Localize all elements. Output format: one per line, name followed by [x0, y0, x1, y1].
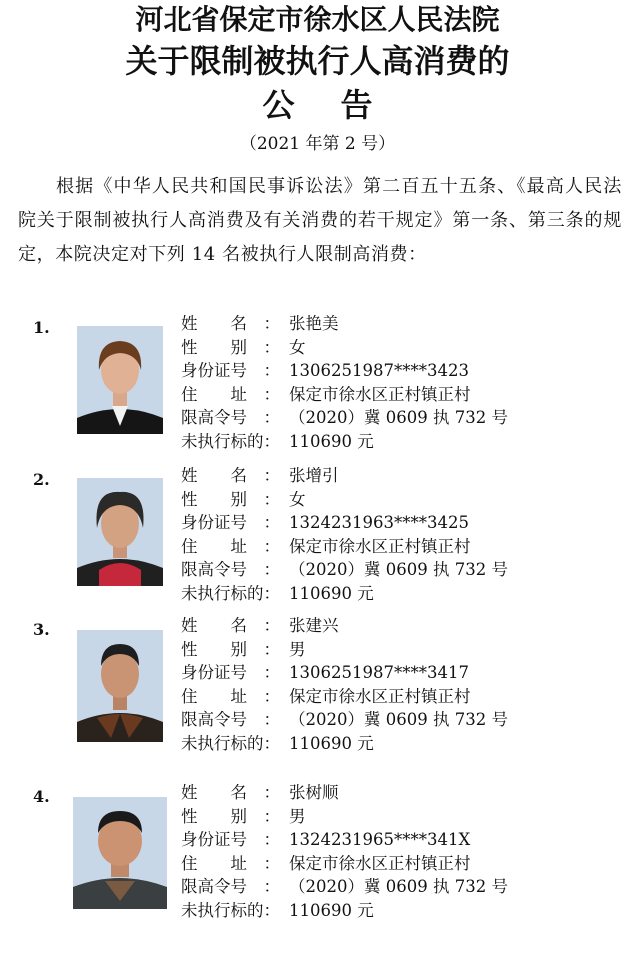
court-name: 河北省保定市徐水区人民法院	[135, 3, 500, 36]
field-name-row: 姓 名 ： 张树顺	[181, 781, 508, 805]
field-id-row: 身份证号 ： 1324231965****341X	[181, 828, 508, 852]
person-photo	[77, 326, 163, 434]
person-amount: 110690 元	[289, 431, 374, 451]
field-id-row: 身份证号 ： 1306251987****3417	[181, 661, 508, 685]
person-gender: 男	[289, 639, 306, 659]
person-photo	[77, 478, 163, 586]
field-address-row: 住 址 ： 保定市徐水区正村镇正村	[181, 685, 508, 709]
field-amount-row: 未执行标的： 110690 元	[181, 582, 508, 606]
intro-paragraph: 根据《中华人民共和国民事诉讼法》第二百五十五条、《最高人民法院关于限制被执行人高消费及有关消费的若干规定》第一条、第三条的规定，本院决定对下列 14 名被执行人限制高消费：	[18, 176, 622, 265]
field-order-row: 限高令号 ： （2020）冀 0609 执 732 号	[181, 558, 508, 582]
field-order-row: 限高令号 ： （2020）冀 0609 执 732 号	[181, 875, 508, 899]
person-address: 保定市徐水区正村镇正村	[289, 384, 471, 404]
person-name: 张艳美	[289, 314, 339, 333]
field-name-row: 姓 名 ： 张艳美	[181, 312, 508, 336]
field-gender-row: 性 别 ： 女	[181, 336, 508, 360]
person-address: 保定市徐水区正村镇正村	[289, 536, 471, 556]
person-amount: 110690 元	[289, 733, 374, 753]
person-gender: 女	[289, 337, 306, 357]
person-name: 张建兴	[289, 616, 339, 635]
person-order: （2020）冀 0609 执 732 号	[289, 877, 508, 897]
field-order-row: 限高令号 ： （2020）冀 0609 执 732 号	[181, 708, 508, 732]
field-amount-row: 未执行标的： 110690 元	[181, 899, 508, 923]
field-name-row: 姓 名 ： 张建兴	[181, 614, 508, 638]
person-entry	[0, 616, 635, 770]
field-order-row: 限高令号 ： （2020）冀 0609 执 732 号	[181, 406, 508, 430]
field-id-row: 身份证号 ： 1306251987****3423	[181, 359, 508, 383]
person-id: 1306251987****3423	[289, 361, 469, 381]
field-name-row: 姓 名 ： 张增引	[181, 464, 508, 488]
person-order: （2020）冀 0609 执 732 号	[289, 408, 508, 428]
person-gender: 女	[289, 489, 306, 509]
person-gender: 男	[289, 806, 306, 826]
entry-number: 2.	[33, 470, 50, 489]
field-address-row: 住 址 ： 保定市徐水区正村镇正村	[181, 535, 508, 559]
field-gender-row: 性 别 ： 男	[181, 805, 508, 829]
notice-subject: 关于限制被执行人高消费的	[125, 42, 510, 80]
person-order: （2020）冀 0609 执 732 号	[289, 560, 508, 580]
person-entry	[0, 466, 635, 620]
field-amount-row: 未执行标的： 110690 元	[181, 430, 508, 454]
field-gender-row: 性 别 ： 女	[181, 488, 508, 512]
person-id: 1324231965****341X	[289, 830, 471, 850]
entry-number: 3.	[33, 620, 50, 639]
person-id: 1306251987****3417	[289, 663, 469, 683]
person-address: 保定市徐水区正村镇正村	[289, 686, 471, 706]
field-address-row: 住 址 ： 保定市徐水区正村镇正村	[181, 383, 508, 407]
person-address: 保定市徐水区正村镇正村	[289, 853, 471, 873]
field-id-row: 身份证号 ： 1324231963****3425	[181, 511, 508, 535]
person-photo	[77, 630, 163, 742]
notice-type: 公告	[262, 86, 419, 124]
person-name: 张增引	[289, 466, 339, 485]
field-amount-row: 未执行标的： 110690 元	[181, 732, 508, 756]
document-number: （2021 年第 2 号）	[239, 134, 396, 154]
person-photo	[73, 797, 167, 909]
person-amount: 110690 元	[289, 583, 374, 603]
person-entry	[0, 783, 635, 937]
person-amount: 110690 元	[289, 900, 374, 920]
field-gender-row: 性 别 ： 男	[181, 638, 508, 662]
person-entry	[0, 314, 635, 468]
field-address-row: 住 址 ： 保定市徐水区正村镇正村	[181, 852, 508, 876]
person-name: 张树顺	[289, 783, 339, 802]
person-id: 1324231963****3425	[289, 513, 469, 533]
person-order: （2020）冀 0609 执 732 号	[289, 710, 508, 730]
entry-number: 4.	[33, 787, 50, 806]
entry-number: 1.	[33, 318, 50, 337]
